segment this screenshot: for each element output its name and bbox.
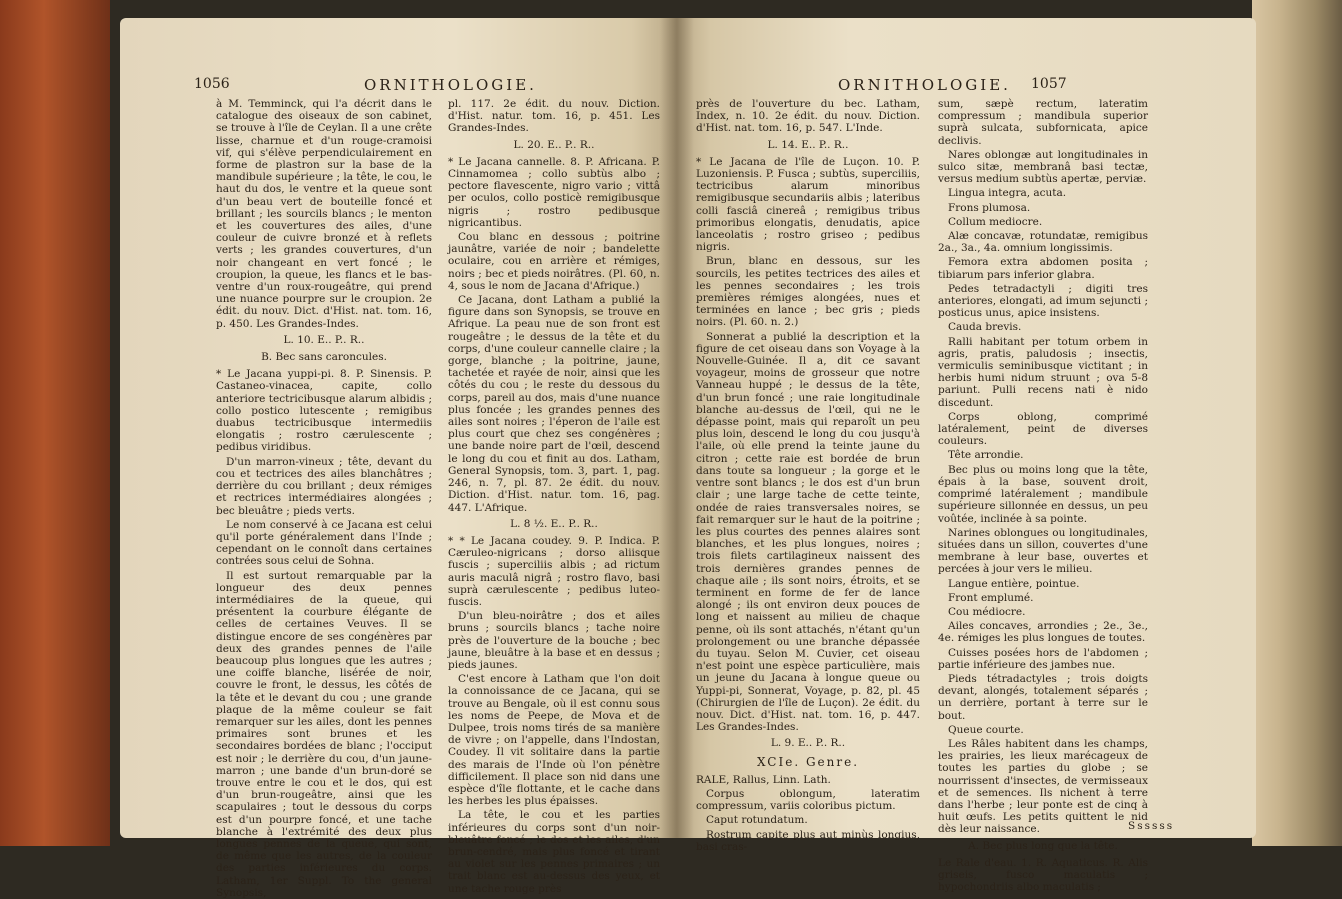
- paragraph: D'un bleu-noirâtre ; dos et ailes bruns ; sourcils blancs ; tache noire près de l'ouverture de la bouche ; bec jaune, bleuâtre à la base et en dessus ; pieds jaunes.: [448, 610, 660, 671]
- paragraph: * * Le Jacana coudey. 9. P. Indica. P. Cæruleo-nigricans ; dorso aliisque fuscis ; superciliis albis ; ad rictum auris maculâ nigrâ ; rostro flavo, basi suprà cærulescente ; pedibus luteo-fuscis.: [448, 534, 660, 608]
- paragraph: Cauda brevis.: [948, 321, 1022, 334]
- paragraph: Front emplumé.: [948, 591, 1034, 604]
- paragraph: * Le Jacana cannelle. 8. P. Africana. P. Cinnamomea ; collo subtùs albo ; pectore flavescente, nigro vario ; vittâ per oculos, collo posticè remigibusque nigris ; rostro pedibusque nigricantibus.: [448, 155, 660, 229]
- paragraph: Brun, blanc en dessous, sur les sourcils, les petites tectrices des ailes et les pennes secondaires ; les trois premières rémiges alongées, nues et terminées en lance ; bec gris ; pieds noirs. (Pl. 60. n. 2.): [696, 255, 920, 329]
- book-gutter: [660, 18, 694, 838]
- section-line: L. 8 ½. E.. P.. R..: [510, 517, 598, 530]
- paragraph: Bec plus ou moins long que la tête, épais à la base, souvent droit, comprimé latéralement ; mandibule supérieure sillonnée en dessus, un peu voûtée, inclinée à sa pointe.: [938, 463, 1148, 525]
- page-number-left: 1056: [194, 76, 230, 92]
- section-line: L. 10. E.. P.. R..: [283, 333, 365, 346]
- section-line: L. 9. E.. P.. R..: [770, 737, 846, 750]
- paragraph: D'un marron-vineux ; tête, devant du cou et tectrices des ailes blanchâtres ; derrière du cou brillant ; deux rémiges et rectrices intermédiaires alongées ; bec bleuâtre ; pieds verts.: [216, 455, 432, 517]
- paragraph: * Le Jacana yuppi-pi. 8. P. Sinensis. P. Castaneo-vinacea, capite, collo anteriore tectricibusque alarum albidis ; collo postico lutescente ; remigibus duabus tectricibusque intermediis elongatis ; rostro cærulescente ; pedibus viridibus.: [216, 368, 432, 454]
- paragraph: Collum mediocre.: [948, 215, 1043, 228]
- paragraph: * Le Jacana de l'île de Luçon. 10. P. Luzoniensis. P. Fusca ; subtùs, superciliis, tectricibus alarum minoribus remigibusque secundariis albis ; lateribus colli fasciâ cinereâ ; remigibus tribus primoribus elongatis, denudatis, apice lanceolatis ; rostro griseo ; pedibus nigris.: [696, 155, 920, 254]
- paragraph: Pedes tetradactyli ; digiti tres anteriores, elongati, ad imum sejuncti ; posticus unus, apice insistens.: [938, 282, 1148, 320]
- paragraph: La tête, le cou et les parties inférieures du corps sont d'un noir-bleuâtre foncé ; le dos et les ailes, d'un brun-cendré, mais plus foncé et tirant au violet sur les pennes primaires ; un trait blanc est au-dessus des yeux, et une tache rouge près: [448, 809, 660, 895]
- paragraph: Cou blanc en dessous ; poitrine jaunâtre, variée de noir ; bandelette oculaire, cou en arrière et rémiges, noirs ; bec et pieds noirâtres. (Pl. 60, n. 4, sous le nom de Jacana d'Afrique.): [448, 231, 660, 292]
- page-edges-right: [1252, 0, 1342, 846]
- section-line: L. 20. E.. P.. R..: [513, 138, 595, 151]
- paragraph: Alæ concavæ, rotundatæ, remigibus 2a., 3a., 4a. omnium longissimis.: [938, 230, 1148, 255]
- paragraph: Lingua integra, acuta.: [948, 187, 1067, 200]
- book-cover-left: [0, 0, 110, 846]
- paragraph: à M. Temminck, qui l'a décrit dans le catalogue des oiseaux de son cabinet, se trouve à l'île de Ceylan. Il a une crête lisse, charnue et d'un rouge-cramoisi vif, qui s'élève perpendiculairement en forme de plastron sur la base de la mandibule supérieure ; la tête, le cou, le haut du dos, le ventre et la queue sont d'un beau vert de bouteille foncé et brillant ; les sourcils blancs ; le menton et les couvertures des ailes, d'une couleur de cuivre bronzé et à reflets verts ; les grandes couvertures, d'un noir changeant en vert foncé ; le croupion, la queue, les flancs et le bas-ventre d'un roux-rougeâtre, qui prend une nuance pourpre sur le croupion. 2e édit. du nouv. Dict. d'Hist. nat. tom. 16, p. 450. Les Grandes-Indes.: [216, 98, 432, 330]
- running-head-right: ORNITHOLOGIE.: [838, 76, 1011, 94]
- running-head-left: ORNITHOLOGIE.: [364, 76, 537, 94]
- paragraph: RALE, Rallus, Linn. Lath.: [696, 773, 831, 786]
- left-column-1: [216, 98, 432, 899]
- paragraph: Corpus oblongum, lateratim compressum, variis coloribus pictum.: [696, 787, 920, 813]
- paragraph: Corps oblong, comprimé latéralement, peint de diverses couleurs.: [938, 410, 1148, 448]
- right-column-2: [938, 98, 1148, 894]
- paragraph: Cou médiocre.: [948, 605, 1026, 618]
- paragraph: C'est encore à Latham que l'on doit la connoissance de ce Jacana, qui se trouve au Bengale, où il est connu sous les noms de Peepe, de Mova et de Dulpee, trois noms tirés de sa manière de vivre ; on l'appelle, dans l'Indostan, Coudey. Il vit solitaire dans la partie des marais de l'Inde où l'on pénètre difficilement. Il place son nid dans une espèce d'île flottante, et le cache dans les herbes les plus épaisses.: [448, 673, 660, 808]
- paragraph: Ce Jacana, dont Latham a publié la figure dans son Synopsis, se trouve en Afrique. La peau nue de son front est rougeâtre ; le dessus de la tête et du corps, d'une couleur cannelle claire ; la gorge, blanche ; la poitrine, jaune, tachetée et rayée de noir, ainsi que les côtés du cou ; le reste du dessous du corps, pareil au dos, mais d'une nuance plus foncée ; les grandes pennes des ailes sont noires ; l'éperon de l'aile est plus court que chez ses congénères ; une bande noire part de l'œil, descend le long du cou et finit au dos. Latham, General Synopsis, tom. 3, part. 1, pag. 246, n. 7, pl. 87. 2e édit. du nouv. Diction. d'Hist. natur. tom. 16, pag. 447. L'Afrique.: [448, 294, 660, 514]
- paragraph: Le nom conservé à ce Jacana est celui qu'il porte généralement dans l'Inde ; cependant on le connoît dans certaines contrées sous celui de Sohna.: [216, 518, 432, 568]
- right-page: [676, 18, 1256, 894]
- section-line: B. Bec sans caroncules.: [261, 351, 387, 364]
- right-column-1: [696, 98, 920, 853]
- paragraph: Tête arrondie.: [948, 449, 1024, 462]
- paragraph: Le Rale d'eau. 1. R. Aquaticus. R. Alis griseis, fusco maculatis ; hypochondriis albo maculatis ;: [938, 856, 1148, 894]
- paragraph: Rostrum capite plus aut minùs longius, basi cras-: [696, 828, 920, 853]
- paragraph: Ralli habitant per totum orbem in agris, pratis, paludosis ; insectis, vermiculis seminibusque victitant ; in herbis humi nidum struunt ; ova 5-8 pariunt. Pulli recens nati è nido discedunt.: [938, 335, 1148, 409]
- page-number-right: 1057: [1031, 76, 1067, 92]
- paragraph: Langue entière, pointue.: [948, 577, 1080, 590]
- paragraph: Femora extra abdomen posita ; tibiarum pars inferior glabra.: [938, 256, 1148, 281]
- left-column-2: [448, 98, 660, 895]
- paragraph: sum, sæpè rectum, lateratim compressum ; mandibula superior suprà sulcata, subfornicata, apice declivis.: [938, 98, 1148, 147]
- left-page: [120, 18, 676, 899]
- genre-heading: XCIe. Genre.: [756, 754, 860, 769]
- paragraph: pl. 117. 2e édit. du nouv. Diction. d'Hist. natur. tom. 16, p. 451. Les Grandes-Indes.: [448, 98, 660, 135]
- paragraph: Pieds tétradactyles ; trois doigts devant, alongés, totalement séparés ; un derrière, portant à terre sur le bout.: [938, 672, 1148, 722]
- paragraph: Les Râles habitent dans les champs, les prairies, les lieux marécageux de toutes les parties du globe ; se nourrissent d'insectes, de vermisseaux et de semences. Ils nichent à terre dans l'herbe ; leur ponte est de cinq à huit œufs. Les petits quittent le nid dès leur naissance.: [938, 737, 1148, 836]
- paragraph: Nares oblongæ aut longitudinales in sulco sitæ, membranâ basi tectæ, versus medium subtùs apertæ, perviæ.: [938, 148, 1148, 186]
- paragraph: Sonnerat a publié la description et la figure de cet oiseau dans son Voyage à la Nouvelle-Guinée. Il a, dit ce savant voyageur, moins de grosseur que notre Vanneau huppé ; le dessus de la tête, d'un brun foncé ; une raie longitudinale blanche au-dessus de l'œil, qui ne le dépasse point, mais qui reparoît un peu plus loin, descend le long du cou jusqu'à l'aile, où elle prend la teinte jaune du citron ; cette raie est bordée de brun dans toute sa longueur ; la gorge et le ventre sont blancs ; le dos est d'un brun clair ; une large tache de cette teinte, ondée de raies transversales noires, se fait remarquer sur le haut de la poitrine ; les plus courtes des pennes alaires sont blanches, et les plus longues, noires ; trois filets cartilagineux naissent des trois dernières grandes pennes de chaque aile ; ils sont noirs, étroits, et se terminent en forme de fer de lance alongé ; ils ont environ deux pouces de long et naissent au milieu de chaque penne, où ils sont attachés, n'étant qu'un prolongement ou une branche dépassée du tuyau. Selon M. Cuvier, cet oiseau n'est point une espèce particulière, mais un jeune du Jacana à longue queue ou Yuppi-pi, Sonnerat, Voyage, p. 82, pl. 45 (Chirurgien de l'île de Luçon). 2e édit. du nouv. Dict. d'Hist. nat. tom. 16, p. 447. Les Grandes-Indes.: [696, 330, 920, 734]
- paragraph: près de l'ouverture du bec. Latham, Index, n. 10. 2e édit. du nouv. Diction. d'Hist. nat. tom. 16, p. 547. L'Inde.: [696, 98, 920, 135]
- paragraph: Queue courte.: [948, 723, 1024, 736]
- paragraph: Caput rotundatum.: [706, 814, 808, 827]
- section-line: L. 14. E.. P.. R..: [767, 138, 849, 151]
- section-line: A. Bec plus long que la tête.: [968, 839, 1118, 852]
- paragraph: Frons plumosa.: [948, 201, 1031, 214]
- paragraph: Il est surtout remarquable par la longueur des deux pennes intermédiaires de la queue, qui présentent la courbure élégante de celles de certaines Veuves. Il se distingue encore de ses congénères par deux des grandes pennes de l'aile beaucoup plus longues que les autres ; une coiffe blanche, lisérée de noir, couvre le front, le dessus, les côtés de la tête et le devant du cou ; une grande plaque de la même couleur se fait remarquer sur les ailes, dont les pennes primaires sont brunes et les secondaires bordées de blanc ; l'occiput est noir ; le derrière du cou, d'un jaune-marron ; une bande d'un brun-doré se trouve entre le cou et le dos, qui est d'un brun-rougeâtre, ainsi que les scapulaires ; tout le dessous du corps est d'un pourpre foncé, et une tache blanche à l'extrémité des deux plus longues pennes de la queue, qui sont, de même que les autres, de la couleur des parties inférieures du corps. Latham, 1er Suppl. To the general Synopsis,: [216, 569, 432, 899]
- paragraph: Ailes concaves, arrondies ; 2e., 3e., 4e. rémiges les plus longues de toutes.: [938, 620, 1148, 645]
- paragraph: Cuisses posées hors de l'abdomen ; partie inférieure des jambes nue.: [938, 646, 1148, 671]
- paragraph: Narines oblongues ou longitudinales, situées dans un sillon, couvertes d'une membrane à leur base, ouvertes et percées à jour vers le milieu.: [938, 526, 1148, 576]
- signature-mark: Ssssss: [1128, 820, 1175, 832]
